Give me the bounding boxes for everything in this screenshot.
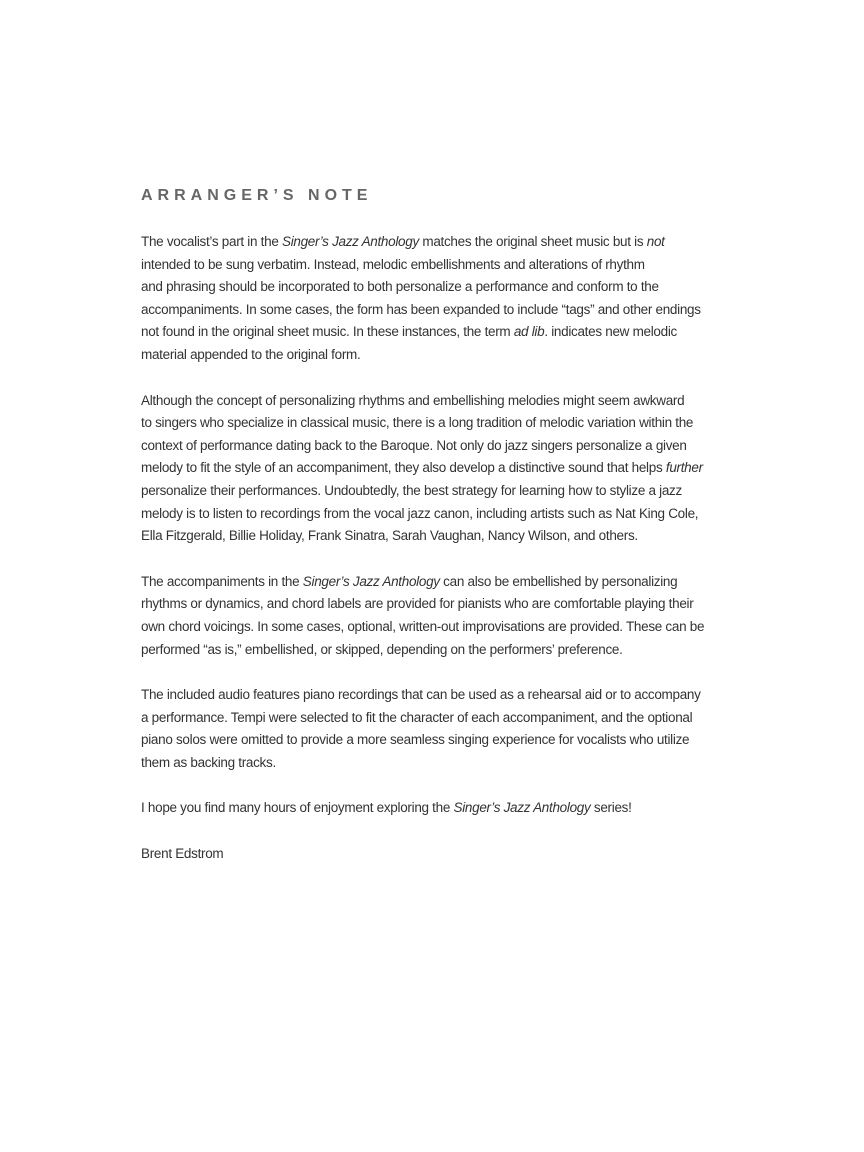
paragraph [141, 684, 864, 774]
text-line: melody to fit the style of an accompaniment, they also develop a distinctive sound that helps further [141, 460, 703, 476]
text-line: melody is to listen to recordings from the vocal jazz canon, including artists such as Nat King Cole, [141, 505, 699, 521]
text-line: material appended to the original form. [141, 346, 361, 362]
paragraph [141, 571, 864, 661]
paragraph [141, 797, 864, 820]
text-line: The vocalist’s part in the Singer’s Jazz Anthology matches the original sheet music but is not [141, 234, 665, 249]
text-line: Ella Fitzgerald, Billie Holiday, Frank Sinatra, Sarah Vaughan, Nancy Wilson, and others. [141, 528, 638, 544]
body-text [141, 231, 864, 820]
text-line: context of performance dating back to the Baroque. Not only do jazz singers personalize a given [141, 437, 687, 453]
paragraph [141, 231, 864, 367]
text-line: The accompaniments in the Singer’s Jazz Anthology can also be embellished by personalizing [141, 573, 678, 589]
text-line: accompaniments. In some cases, the form has been expanded to include “tags” and other endings [141, 301, 701, 317]
text-line: The included audio features piano recordings that can be used as a rehearsal aid or to accompany [141, 687, 701, 703]
signature: Brent Edstrom [141, 846, 224, 862]
text-line: personalize their performances. Undoubtedly, the best strategy for learning how to stylize a jazz [141, 482, 682, 498]
paragraph [141, 390, 864, 548]
text-line: not found in the original sheet music. In these instances, the term ad lib. indicates new melodic [141, 324, 677, 340]
text-line: piano solos were omitted to provide a more seamless singing experience for vocalists who utilize [141, 732, 690, 748]
text-line: a performance. Tempi were selected to fit the character of each accompaniment, and the optional [141, 709, 693, 725]
text-line: them as backing tracks. [141, 754, 276, 770]
text-line: to singers who specialize in classical music, there is a long tradition of melodic variation within the [141, 415, 694, 431]
text-line: performed “as is,” embellished, or skipped, depending on the performers’ preference. [141, 641, 623, 657]
text-line: Although the concept of personalizing rhythms and embellishing melodies might seem awkward [141, 392, 685, 408]
text-line: and phrasing should be incorporated to both personalize a performance and conform to the [141, 279, 659, 295]
text-line: own chord voicings. In some cases, optional, written-out improvisations are provided. These can be [141, 618, 705, 634]
page-title: ARRANGER’S NOTE [141, 187, 373, 204]
text-line: rhythms or dynamics, and chord labels are provided for pianists who are comfortable playing their [141, 596, 694, 612]
text-line: I hope you find many hours of enjoyment exploring the Singer’s Jazz Anthology series! [141, 800, 632, 816]
text-line: intended to be sung verbatim. Instead, melodic embellishments and alterations of rhythm [141, 256, 645, 272]
